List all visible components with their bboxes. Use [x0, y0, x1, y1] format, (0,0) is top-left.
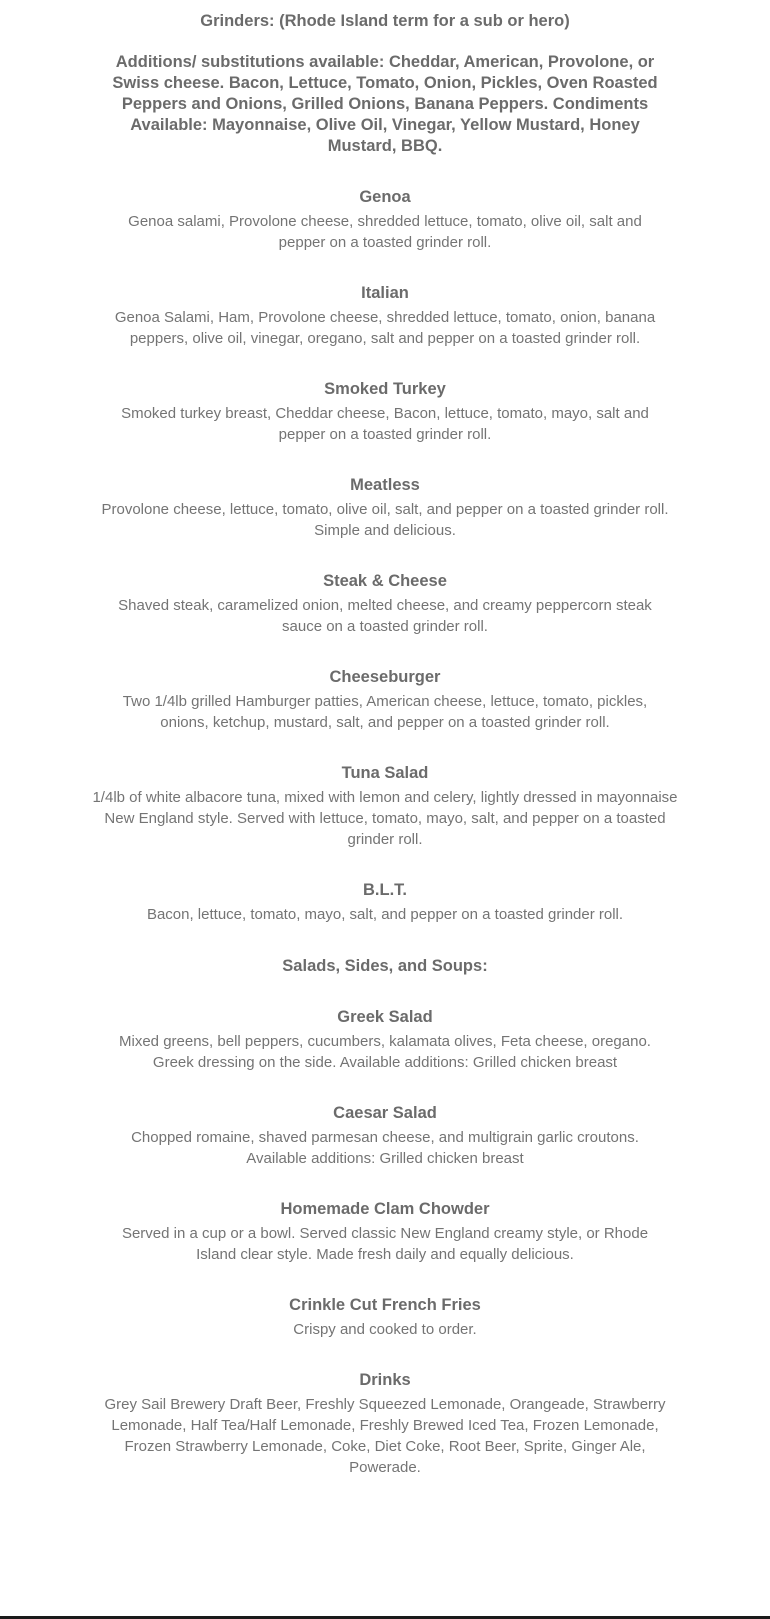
menu-item-cheeseburger	[0, 666, 770, 733]
item-name: B.L.T.	[363, 881, 407, 899]
item-name: Smoked Turkey	[324, 380, 446, 398]
item-name: Steak & Cheese	[323, 572, 447, 590]
item-description: Two 1/4lb grilled Hamburger patties, American cheese, lettuce, tomato, pickles, onions, ketchup, mustard, salt, and pepper on a toasted grinder roll.	[122, 693, 648, 731]
item-description: Genoa Salami, Ham, Provolone cheese, shredded lettuce, tomato, onion, banana peppers, olive oil, vinegar, oregano, salt and pepper on a toasted grinder roll.	[114, 309, 656, 347]
menu-item-meatless	[0, 474, 770, 541]
menu-item-tuna-salad	[0, 762, 770, 850]
item-description: Bacon, lettuce, tomato, mayo, salt, and pepper on a toasted grinder roll.	[146, 906, 624, 923]
menu-item-clam-chowder	[0, 1198, 770, 1265]
item-name: Cheeseburger	[329, 668, 441, 686]
item-description: Shaved steak, caramelized onion, melted cheese, and creamy peppercorn steak sauce on a toasted grinder roll.	[118, 597, 652, 635]
item-description: Smoked turkey breast, Cheddar cheese, Bacon, lettuce, tomato, mayo, salt and pepper on a toasted grinder roll.	[121, 405, 649, 443]
menu-item-smoked-turkey	[0, 378, 770, 445]
menu-item-blt	[0, 879, 770, 925]
menu-item-italian	[0, 282, 770, 349]
item-description: Served in a cup or a bowl. Served classic New England creamy style, or Rhode Island clear style. Made fresh daily and equally delicious.	[121, 1225, 649, 1263]
item-name: Tuna Salad	[341, 764, 429, 782]
item-name: Drinks	[359, 1371, 411, 1389]
item-description: 1/4lb of white albacore tuna, mixed with lemon and celery, lightly dressed in mayonnaise New England style. Served with lettuce, tomato, mayo, salt, and pepper on a toasted grinder roll.	[92, 789, 678, 848]
additions-intro: Additions/ substitutions available: Cheddar, American, Provolone, or Swiss cheese. Bacon, Lettuce, Tomato, Onion, Pickles, Oven Roasted Peppers and Onions, Grilled Onions, Banana Peppers. Condiments Available: Mayonnaise, Olive Oil, Vinegar, Yellow Mustard, Honey Mustard, BBQ.	[112, 53, 658, 155]
item-name: Homemade Clam Chowder	[280, 1200, 490, 1218]
item-name: Italian	[361, 284, 409, 302]
item-description: Mixed greens, bell peppers, cucumbers, kalamata olives, Feta cheese, oregano. Greek dressing on the side. Available additions: Grilled chicken breast	[119, 1033, 651, 1071]
item-name: Meatless	[350, 476, 420, 494]
menu-item-genoa	[0, 186, 770, 253]
menu-item-greek-salad	[0, 1006, 770, 1073]
item-name: Greek Salad	[337, 1008, 433, 1026]
menu-item-french-fries	[0, 1294, 770, 1340]
item-description: Crispy and cooked to order.	[293, 1321, 477, 1338]
menu-item-drinks	[0, 1369, 770, 1478]
menu-item-caesar-salad	[0, 1102, 770, 1169]
grinders-heading: Grinders: (Rhode Island term for a sub or hero)	[200, 12, 570, 30]
menu-item-steak-cheese	[0, 570, 770, 637]
item-description: Provolone cheese, lettuce, tomato, olive oil, salt, and pepper on a toasted grinder roll. Simple and delicious.	[101, 501, 669, 539]
item-name: Crinkle Cut French Fries	[289, 1296, 481, 1314]
item-description: Genoa salami, Provolone cheese, shredded lettuce, tomato, olive oil, salt and pepper on a toasted grinder roll.	[128, 213, 642, 251]
item-description: Grey Sail Brewery Draft Beer, Freshly Squeezed Lemonade, Orangeade, Strawberry Lemonade, Half Tea/Half Lemonade, Freshly Brewed Iced Tea, Frozen Lemonade, Frozen Strawberry Lemonade, Coke, Diet Coke, Root Beer, Sprite, Ginger Ale, Powerade.	[104, 1396, 666, 1476]
item-name: Genoa	[359, 188, 411, 206]
item-name: Caesar Salad	[333, 1104, 437, 1122]
item-description: Chopped romaine, shaved parmesan cheese, and multigrain garlic croutons. Available additions: Grilled chicken breast	[131, 1129, 639, 1167]
salads-sides-soups-heading: Salads, Sides, and Soups:	[282, 957, 488, 975]
